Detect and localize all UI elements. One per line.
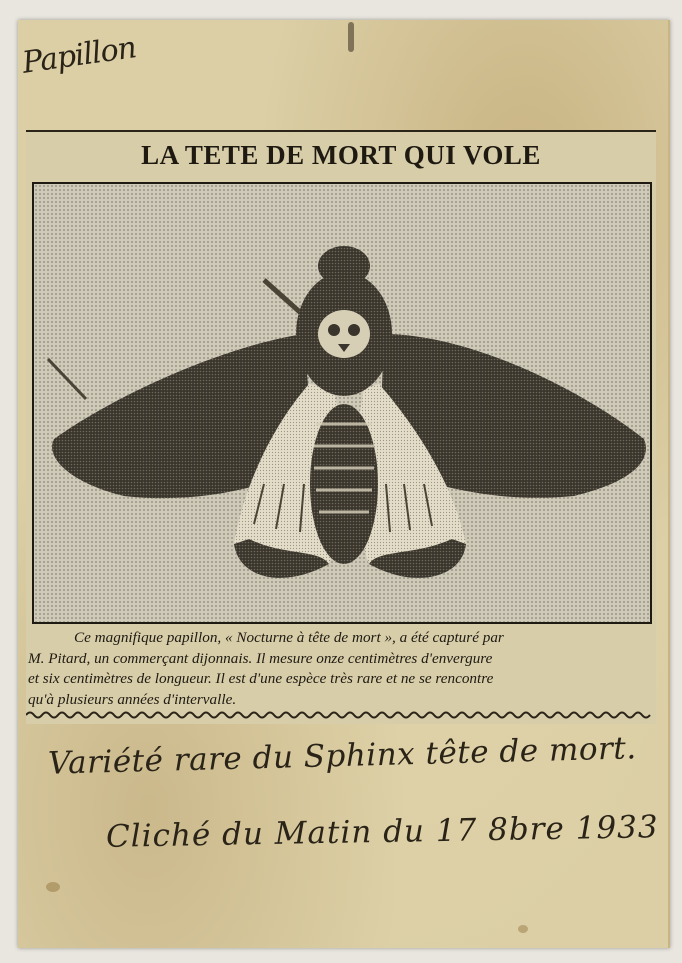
headline: LA TETE DE MORT QUI VOLE <box>141 140 541 170</box>
moth-photograph <box>32 182 652 624</box>
wavy-rule <box>26 710 656 720</box>
handwritten-note-species: Variété rare du Sphinx tête de mort. <box>47 730 638 782</box>
handwritten-note-source: Cliché du Matin du 17 8bre 1933 <box>105 809 659 855</box>
photo-caption <box>28 628 652 710</box>
ink-mark <box>348 22 354 52</box>
caption-line: qu'à plusieurs années d'intervalle. <box>28 690 237 708</box>
caption-line: M. Pitard, un commerçant dijonnais. Il mesure onze centimètres d'envergure <box>28 649 493 667</box>
newspaper-clipping <box>26 130 656 724</box>
stain <box>518 925 528 933</box>
caption-line: et six centimètres de longueur. Il est d'une espèce très rare et ne se rencontre <box>28 670 494 687</box>
stain <box>46 882 60 892</box>
caption-line: Ce magnifique papillon, « Nocturne à tête de mort », a été capturé par <box>74 629 504 646</box>
handwritten-label: Papillon <box>20 30 138 81</box>
moth-illustration <box>34 184 650 622</box>
